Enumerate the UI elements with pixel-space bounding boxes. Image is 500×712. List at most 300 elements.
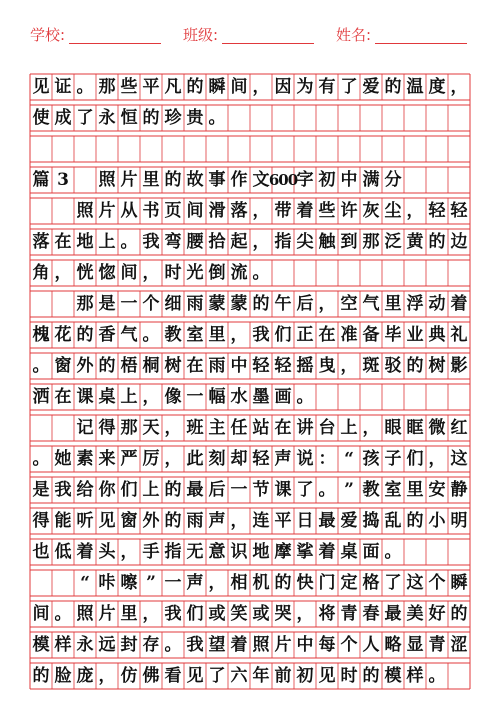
grid-character: 头 [98,541,116,562]
grid-character: 严 [120,448,138,469]
grid-character: 室 [186,324,204,345]
grid-character: 为 [296,76,314,97]
grid-character: 摇 [296,355,314,376]
grid-character: 红 [450,417,468,438]
grid-character: 前 [274,665,292,686]
grid-character: 雨 [208,355,226,376]
name-label: 姓名: [336,26,372,44]
grid-character: 。 [164,634,182,655]
grid-character: 后 [296,293,314,314]
grid-character: 倒 [208,262,226,283]
grid-character: 无 [186,541,204,562]
grid-character: 望 [208,634,226,655]
grid-character: 凡 [164,76,182,97]
grid-character: 最 [384,603,402,624]
grid-character: 讲 [296,417,314,438]
grid-character: 识 [230,541,248,562]
grid-character: 度 [428,76,446,97]
grid-character: 。 [252,262,270,283]
grid-character: 中 [230,355,248,376]
grid-character: 的 [164,510,182,531]
grid-character: 窗 [120,510,138,531]
grid-character: 斑 [362,355,380,376]
grid-character: 上 [340,417,358,438]
grid-character: 着 [296,200,314,221]
grid-character: 间 [186,200,204,221]
grid-character: 捣 [362,510,380,531]
grid-character: 着 [450,293,468,314]
grid-character: 桐 [142,355,160,376]
grid-character: 细 [164,293,182,314]
grid-character: 。 [428,665,446,686]
grid-character: 书 [142,200,160,221]
grid-character: ， [252,231,270,252]
grid-character: 到 [340,231,358,252]
grid-character: 永 [98,107,116,128]
grid-character: 。 [120,231,138,252]
grid-character: 的 [32,665,50,686]
grid-character: 恍 [76,262,94,283]
grid-character: 我 [186,634,204,655]
grid-character: 边 [450,231,468,252]
grid-character: 成 [54,107,72,128]
grid-character: 见 [98,510,116,531]
grid-character: 照 [76,200,94,221]
grid-character: 我 [164,603,182,624]
grid-character: 时 [340,665,358,686]
grid-character: 气 [362,293,380,314]
grid-character: 机 [252,572,270,593]
grid-character: 模 [384,665,402,686]
grid-character: 午 [274,293,292,314]
grid-character: 黄 [406,231,424,252]
grid-character: 爱 [340,510,358,531]
grid-character: 故 [186,169,204,190]
grid-character: 那 [362,231,380,252]
grid-character: 的 [450,603,468,624]
grid-character: 因 [274,76,292,97]
grid-character: 指 [274,231,292,252]
grid-character: 备 [362,324,380,345]
grid-character: 给 [76,479,94,500]
grid-character: 着 [318,541,336,562]
grid-character: 青 [428,634,446,655]
grid-character: 初 [296,665,314,686]
grid-character: 样 [54,634,72,655]
grid-character: 们 [120,479,138,500]
grid-character: 腰 [186,231,204,252]
grid-character: 里 [384,293,402,314]
grid-character: 业 [406,324,424,345]
grid-character: 那 [120,417,138,438]
grid-character: 却 [230,448,248,469]
grid-character: 。 [32,355,50,376]
grid-character: 瞬 [208,76,226,97]
grid-character: 从 [120,200,138,221]
grid-character: 有 [318,76,336,97]
grid-character: 灰 [362,200,380,221]
grid-character: 起 [230,231,248,252]
grid-character: ， [428,448,446,469]
grid-character: 佛 [142,665,160,686]
grid-character: 小 [428,510,446,531]
grid-character: 课 [274,479,292,500]
grid-character: 贵 [186,107,204,128]
grid-character: 爱 [362,76,380,97]
grid-character: 笑 [230,603,248,624]
grid-character: 我 [142,231,160,252]
grid-character: 的 [428,231,446,252]
grid-character: 了 [384,572,402,593]
grid-character: 任 [230,417,248,438]
grid-character: 一 [120,293,138,314]
grid-character: 片 [274,634,292,655]
grid-character: ， [406,200,424,221]
grid-character: 快 [296,572,314,593]
grid-character: 个 [340,634,358,655]
class-label: 班级: [183,26,219,44]
grid-character: 好 [428,603,446,624]
grid-character: 相 [230,572,248,593]
grid-character: 声 [186,572,204,593]
grid-character: 的 [384,76,402,97]
grid-character: 幅 [208,386,226,407]
grid-character: ， [318,293,336,314]
grid-character: 人 [362,634,380,655]
grid-character: 窗 [54,355,72,376]
grid-character: ， [296,603,314,624]
grid-character: 此 [186,448,204,469]
grid-character: ： [318,448,336,469]
grid-character: 。 [384,541,402,562]
grid-character: 梧 [120,355,138,376]
grid-character: 们 [406,448,424,469]
grid-character: 子 [384,448,402,469]
grid-character: 气 [120,324,138,345]
grid-character: 雨 [186,293,204,314]
grid-character: 们 [186,603,204,624]
grid-character: 上 [98,231,116,252]
grid-character: ， [450,76,468,97]
grid-character: 了 [296,479,314,500]
grid-character: 脸 [54,665,72,686]
grid-character: 弯 [164,231,182,252]
grid-character: 素 [76,448,94,469]
grid-character: 时 [164,262,182,283]
grid-character: 。 [318,479,336,500]
grid-character: 永 [76,634,94,655]
grid-character: 影 [450,355,468,376]
grid-character: 像 [164,386,182,407]
grid-character: 曳 [318,355,336,376]
grid-character: 的 [406,510,424,531]
grid-character: 这 [450,448,468,469]
grid-character: ， [142,386,160,407]
grid-character: 听 [76,510,94,531]
grid-character: 教 [164,324,182,345]
grid-character: 片 [98,200,116,221]
grid-character: 。 [142,324,160,345]
grid-character: 个 [428,572,446,593]
grid-character: 天 [142,417,160,438]
grid-character: 这 [406,572,424,593]
grid-character: 咔 [98,572,116,593]
grid-character: 的 [406,355,424,376]
grid-character: 上 [142,479,160,500]
grid-character: 教 [362,479,380,500]
grid-character: 平 [274,510,292,531]
grid-character: 桌 [340,541,358,562]
grid-character: 静 [450,479,468,500]
grid-character: 记 [76,417,94,438]
grid-character: 台 [318,417,336,438]
grid-character: 格 [362,572,380,593]
grid-character: ， [252,200,270,221]
grid-character: 里 [406,479,424,500]
grid-character: 眼 [384,417,402,438]
grid-character: 水 [230,386,248,407]
grid-character: 落 [32,231,50,252]
grid-character: 准 [340,324,358,345]
grid-character: 些 [318,200,336,221]
grid-character: 孩 [362,448,380,469]
grid-character: 些 [120,76,138,97]
grid-character: 驳 [384,355,402,376]
grid-character: 证 [54,76,72,97]
grid-character: 了 [340,76,358,97]
grid-character: 篇 [32,169,50,190]
grid-character: 班 [186,417,204,438]
grid-character: 门 [318,572,336,593]
grid-character: ” [344,479,354,500]
grid-character: 她 [54,448,72,469]
grid-character: 手 [142,541,160,562]
grid-character: 最 [318,510,336,531]
grid-character: 页 [164,200,182,221]
grid-character: 照 [98,169,116,190]
grid-character: 。 [208,107,226,128]
grid-character: 个 [142,293,160,314]
grid-character: 哭 [274,603,292,624]
grid-character: 室 [384,479,402,500]
grid-character: 在 [54,386,72,407]
grid-character: 略 [384,634,402,655]
grid-character: 明 [450,510,468,531]
grid-character: 600 [268,170,298,189]
grid-character: 厉 [142,448,160,469]
grid-character: 角 [32,262,50,283]
grid-character: 轻 [450,200,468,221]
grid-character: 一 [186,386,204,407]
grid-character: 中 [340,169,358,190]
grid-character: ， [252,76,270,97]
grid-character: “ [80,572,90,593]
grid-character: 们 [274,324,292,345]
grid-character: 3 [57,169,69,190]
grid-character: 站 [252,417,270,438]
grid-character: 节 [252,479,270,500]
grid-character: 样 [406,665,424,686]
grid-character: 。 [54,603,72,624]
grid-character: 光 [186,262,204,283]
grid-character: 滑 [208,200,226,221]
grid-character: 了 [208,665,226,686]
grid-character: ， [230,324,248,345]
grid-character: “ [344,448,354,469]
grid-character: 的 [274,572,292,593]
grid-character: 模 [32,634,50,655]
grid-character: 眶 [406,417,424,438]
grid-character: 能 [54,510,72,531]
grid-character: 的 [164,169,182,190]
grid-character: 挲 [296,541,314,562]
grid-character: 也 [32,541,50,562]
grid-character: 在 [186,355,204,376]
grid-character: 香 [98,324,116,345]
grid-character: 文 [252,169,270,190]
grid-character: 礼 [450,324,468,345]
grid-character: 显 [406,634,424,655]
grid-character: 连 [252,510,270,531]
grid-character: 封 [120,634,138,655]
grid-character: 在 [274,417,292,438]
grid-character: 在 [318,324,336,345]
grid-character: 后 [208,479,226,500]
grid-character: 间 [230,76,248,97]
grid-character: 在 [54,231,72,252]
grid-character: 六 [230,665,248,686]
grid-character: 着 [76,541,94,562]
grid-character: 存 [142,634,160,655]
grid-character: 说 [296,448,314,469]
grid-character: 作 [230,169,248,190]
grid-character: 涩 [450,634,468,655]
grid-character: 最 [186,479,204,500]
grid-character: 的 [76,324,94,345]
grid-character: 得 [32,510,50,531]
grid-character: 轻 [252,448,270,469]
grid-character: 面 [362,541,380,562]
grid-character: 是 [32,479,50,500]
grid-character: 低 [54,541,72,562]
grid-character: 是 [98,293,116,314]
grid-character: 外 [142,510,160,531]
grid-character: 地 [76,231,94,252]
grid-character: 毕 [384,324,402,345]
grid-character: 刻 [208,448,226,469]
grid-character: 蒙 [230,293,248,314]
grid-character: 中 [296,634,314,655]
school-label: 学校: [30,26,66,44]
grid-character: 安 [428,479,446,500]
grid-character: 泛 [384,231,402,252]
grid-character: 仿 [120,665,138,686]
grid-character: 典 [428,324,446,345]
grid-character: ， [164,448,182,469]
grid-character: 里 [120,603,138,624]
grid-character: 来 [98,448,116,469]
grid-character: 画 [274,386,292,407]
grid-character: 使 [32,107,50,128]
grid-character: 照 [76,603,94,624]
grid-character: 满 [362,169,380,190]
grid-character: 动 [428,293,446,314]
grid-character: 拾 [208,231,226,252]
grid-character: 见 [32,76,50,97]
grid-character: 桌 [98,386,116,407]
grid-character: 树 [428,355,446,376]
grid-character: 的 [362,665,380,686]
grid-character: 里 [208,324,226,345]
grid-character: 。 [76,76,94,97]
grid-character: ， [340,355,358,376]
grid-character: ， [142,603,160,624]
grid-character: 瞬 [450,572,468,593]
grid-character: 年 [252,665,270,686]
grid-character: ， [54,262,72,283]
grid-character: ， [362,417,380,438]
grid-character: 尖 [296,231,314,252]
grid-character: 。 [32,448,50,469]
grid-character: 远 [98,634,116,655]
grid-character: 轻 [252,355,270,376]
grid-character: 的 [252,293,270,314]
grid-character: 得 [98,417,116,438]
grid-character: 见 [186,665,204,686]
grid-character: 字 [296,169,314,190]
grid-character: 落 [230,200,248,221]
grid-character: 带 [274,200,292,221]
grid-character: 的 [98,355,116,376]
grid-character: 春 [362,603,380,624]
grid-character: 珍 [164,107,182,128]
grid-character: 摩 [274,541,292,562]
grid-character: ” [146,572,156,593]
grid-character: 或 [208,603,226,624]
grid-character: 外 [76,355,94,376]
grid-character: 或 [252,603,270,624]
grid-character: 声 [208,510,226,531]
grid-character: 声 [274,448,292,469]
grid-character: 轻 [274,355,292,376]
grid-character: 触 [318,231,336,252]
grid-character: 惚 [98,262,116,283]
grid-character: ， [98,665,116,686]
grid-character: 空 [340,293,358,314]
grid-character: 将 [318,603,336,624]
grid-character: 那 [76,293,94,314]
grid-character: 墨 [252,386,270,407]
grid-character: 流 [230,262,248,283]
grid-character: 那 [98,76,116,97]
grid-character: 温 [406,76,424,97]
grid-character: 尘 [384,200,402,221]
grid-character: 指 [164,541,182,562]
grid-character: 乱 [384,510,402,531]
grid-character: 事 [208,169,226,190]
grid-character: 蒙 [208,293,226,314]
grid-character: ， [208,572,226,593]
grid-character: 花 [54,324,72,345]
grid-character: 正 [296,324,314,345]
grid-character: 了 [76,107,94,128]
grid-character: 间 [32,603,50,624]
grid-character: 庞 [76,665,94,686]
grid-character: 里 [142,169,160,190]
grid-character: 槐 [32,324,50,345]
grid-character: 每 [318,634,336,655]
grid-character: 定 [340,572,358,593]
